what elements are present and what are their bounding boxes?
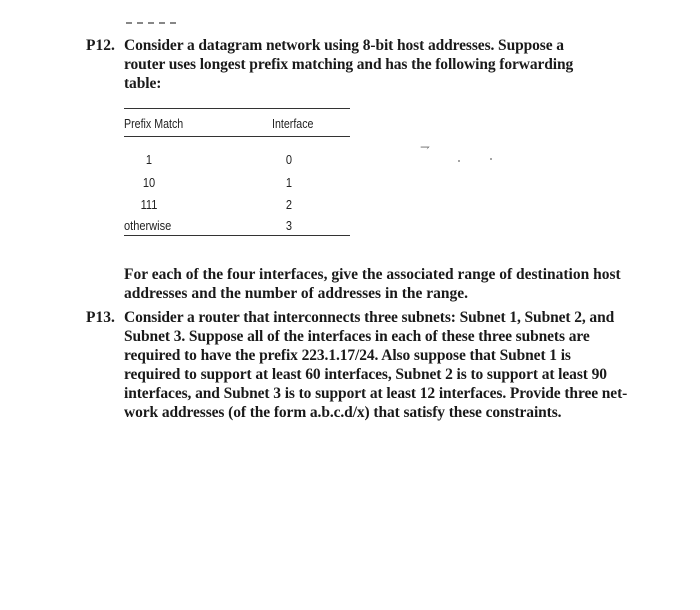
problem-text	[124, 308, 628, 422]
problem-text	[124, 36, 594, 93]
table-cell-prefix: 1	[145, 152, 153, 167]
problem-line: required to have the prefix 223.1.17/24. Also suppose that Subnet 1 is	[124, 347, 571, 364]
table-header-rule	[124, 136, 350, 137]
problem-number: P13.	[86, 309, 115, 326]
table-cell-interface: 2	[285, 197, 293, 212]
stray-mark: ⇁	[420, 140, 431, 154]
problem-line: Consider a router that interconnects three subnets: Subnet 1, Subnet 2, and	[124, 309, 615, 326]
table-cell-prefix: otherwise	[124, 218, 172, 233]
problem-line: interfaces, and Subnet 3 is to support at least 12 interfaces. Provide three net-	[124, 385, 628, 402]
problem-p12-question	[124, 265, 621, 303]
problem-line: Subnet 3. Suppose all of the interfaces in each of these three subnets are	[124, 328, 590, 345]
problem-line: For each of the four interfaces, give the associated range of destination host	[124, 266, 621, 283]
page-top-mark	[126, 22, 176, 24]
table-cell-interface: 0	[285, 152, 293, 167]
problem-line: required to support at least 60 interfaces, Subnet 2 is to support at least 90	[124, 366, 607, 383]
column-header-interface: Interface	[272, 116, 314, 131]
problem-line: table:	[124, 75, 162, 92]
table-cell-prefix: 111	[140, 197, 158, 212]
problem-line: Consider a datagram network using 8-bit host addresses. Suppose a	[124, 37, 564, 54]
table-bottom-rule	[124, 235, 350, 236]
table-cell-interface: 3	[285, 218, 293, 233]
table-cell-interface: 1	[285, 175, 293, 190]
problem-line: addresses and the number of addresses in the range.	[124, 285, 469, 302]
stray-dot	[490, 158, 492, 160]
problem-line: router uses longest prefix matching and has the following forwarding	[124, 56, 574, 73]
column-header-prefix: Prefix Match	[124, 116, 184, 131]
table-top-rule	[124, 108, 350, 109]
stray-dot	[458, 160, 460, 162]
problem-number: P12.	[86, 37, 115, 54]
table-cell-prefix: 10	[142, 175, 156, 190]
problem-line: work addresses (of the form a.b.c.d/x) that satisfy these constraints.	[124, 404, 562, 421]
